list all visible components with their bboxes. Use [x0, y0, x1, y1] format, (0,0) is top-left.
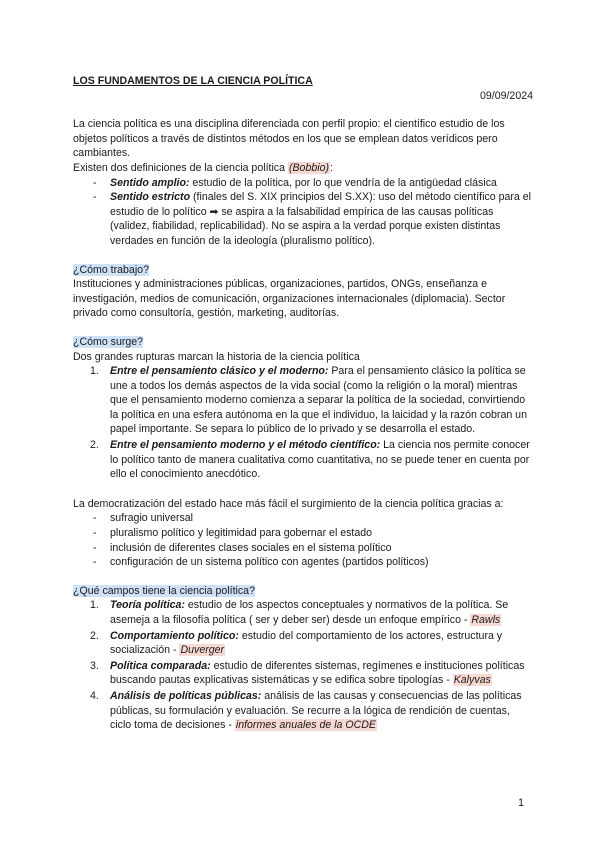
- definitions-list: [73, 176, 533, 249]
- origin-list: [73, 364, 533, 482]
- work-paragraph: Instituciones y administraciones públicas, organizaciones, partidos, ONGs, enseñanza e investigación, medios de comunicación, organizaciones internacionales (diplomacia). Sector privado como consultoría, gestión, marketing, auditorías.: [73, 278, 506, 320]
- author-bobbio: (Bobbio): [288, 161, 329, 174]
- list-item: - sufragio universal: [93, 511, 533, 526]
- democratization-lead: La democratización del estado hace más fácil el surgimiento de la ciencia política gracias a:: [73, 497, 504, 510]
- list-item: - configuración de un sistema político con agentes (partidos políticos): [93, 555, 533, 570]
- list-item: - inclusión de diferentes clases sociales en el sistema político: [93, 541, 533, 556]
- page-content: [73, 74, 533, 734]
- list-item: - Sentido estricto (finales del S. XIX principios del S.XX): uso del método científico para el estudio de lo político ➡ se aspira a la falsabilidad empírica de las causas políticas (validez, fiabilidad, replicabilidad). No se aspira a la verdad porque existen distintas verdades en función de la ideología (pluralismo político).: [93, 190, 533, 248]
- author-rawls: Rawls: [471, 614, 501, 626]
- list-item: 2. Entre el pensamiento moderno y el método científico: La ciencia nos permite conocer lo político tanto de manera cualitativa como cuantitativa, no se puede tener en cuenta por ello el conocimiento anecdótico.: [90, 439, 530, 481]
- list-item: 2. Comportamiento político: estudio del comportamiento de los actores, estructura y socialización - Duverger: [90, 629, 503, 657]
- section-heading-work: ¿Cómo trabajo?: [73, 263, 149, 276]
- list-item: 3. Política comparada: estudio de diferentes sistemas, regímenes e instituciones políticas buscando pautas explicativas sistemáticas y se edifica sobre tipologías - Kalyvas: [90, 659, 525, 687]
- author-kalyvas: Kalyvas: [453, 674, 491, 687]
- page-number: 1: [518, 797, 524, 809]
- list-item: 1. Entre el pensamiento clásico y el moderno: Para el pensamiento clásico la política se une a todos los demás aspectos de la vida social (como la religión o la moral) mientras que el pensamiento moderno comienza a separar la política de la sociedad, convirtiendo la política en una esfera autónoma en la que el individuo, la laicidad y la razón cobran un papel importante. Se separa lo público de lo privado y se desarrolla el estado.: [90, 365, 527, 436]
- section-heading-origin: ¿Cómo surge?: [73, 335, 144, 348]
- list-item: - pluralismo político y legitimidad para gobernar el estado: [93, 526, 533, 541]
- list-item: 4. Análisis de políticas públicas: análisis de las causas y consecuencias de las políticas públicas, su formulación y evaluación. Se recurre a la lógica de rendición de cuentas, ciclo toma de decisiones - informes anuales de la OCDE: [90, 689, 522, 732]
- section-heading-fields: ¿Qué campos tiene la ciencia política?: [73, 584, 255, 597]
- list-item: 1. Teoría política: estudio de los aspectos conceptuales y normativos de la política. Se asemeja a la filosofía política ( ser y deber ser) desde un enfoque empírico - Rawls: [90, 599, 509, 626]
- origin-lead: Dos grandes rupturas marcan la historia de la ciencia política: [73, 350, 360, 363]
- definitions-lead: Existen dos definiciones de la ciencia política (Bobbio):: [73, 161, 333, 174]
- fields-list: [73, 598, 533, 732]
- document-date: 09/09/2024: [479, 89, 533, 102]
- list-item: - Sentido amplio: estudio de la política, por lo que vendría de la antigüedad clásica: [93, 176, 533, 191]
- author-duverger: Duverger: [180, 644, 225, 657]
- document-title: LOS FUNDAMENTOS DE LA CIENCIA POLÍTICA: [73, 75, 313, 87]
- author-ocde: informes anuales de la OCDE: [235, 719, 376, 732]
- intro-paragraph: La ciencia política es una disciplina diferenciada con perfil propio: el científico estudio de los objetos políticos a través de distintos métodos en los que se emplean datos verídicos pero cambiantes.: [73, 118, 505, 160]
- democratization-list: [73, 511, 533, 569]
